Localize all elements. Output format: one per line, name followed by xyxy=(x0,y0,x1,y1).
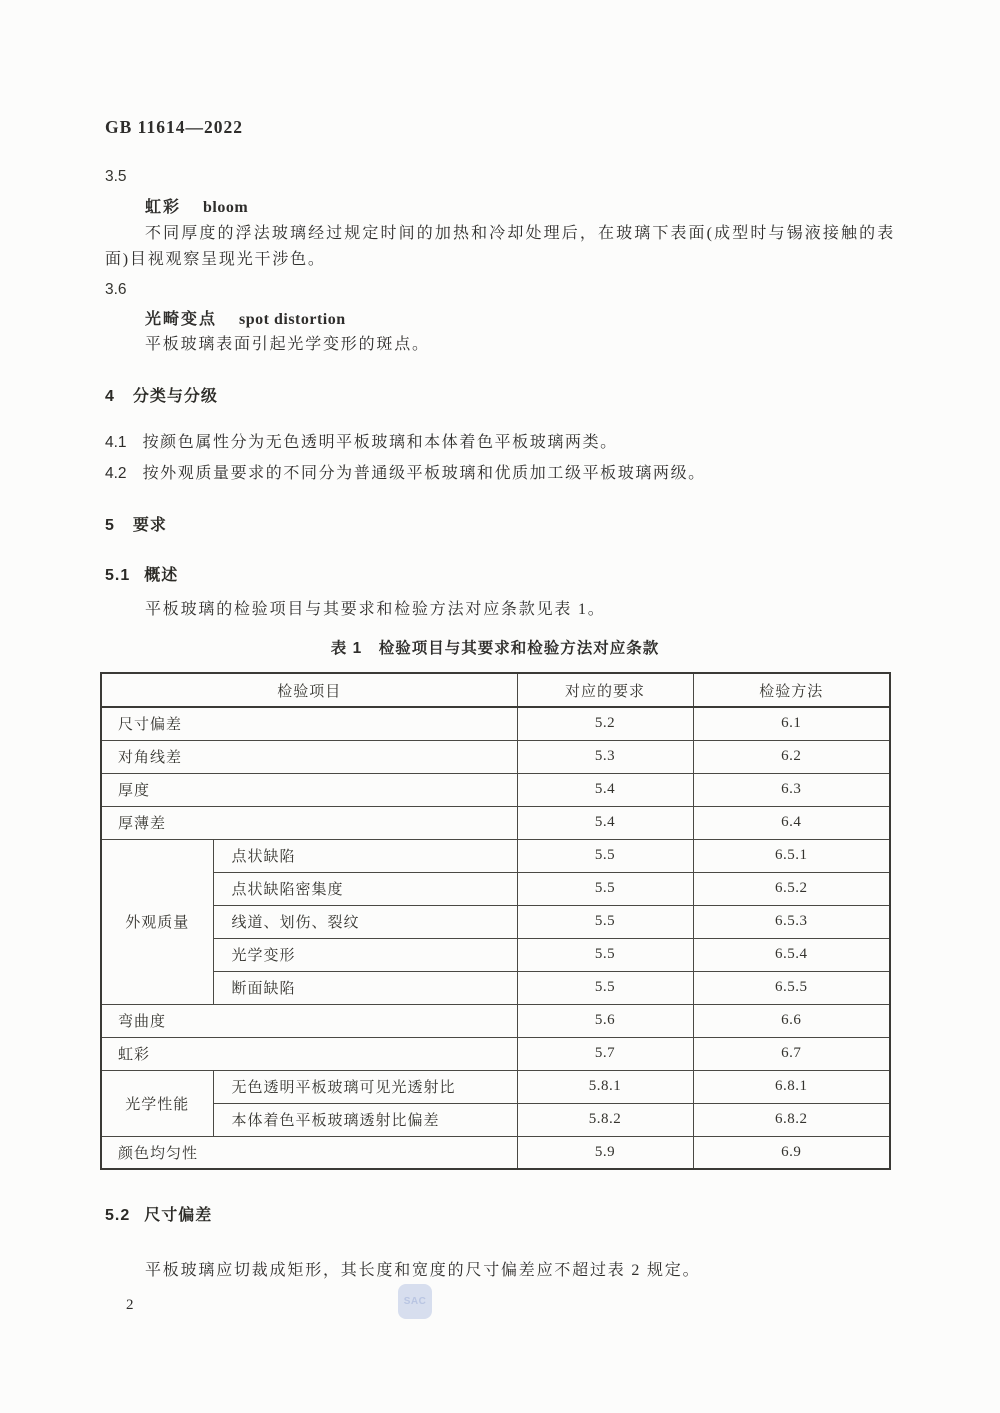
table-row xyxy=(101,938,890,971)
table-row xyxy=(101,872,890,905)
cell-item: 线道、划伤、裂纹 xyxy=(213,905,517,938)
clause-5-2-number: 5.2 xyxy=(105,1207,131,1224)
cell-requirement: 5.8.1 xyxy=(517,1070,693,1103)
table-row xyxy=(101,1004,890,1037)
clause-4-heading xyxy=(105,383,218,406)
cell-requirement: 5.5 xyxy=(517,971,693,1004)
cell-requirement: 5.5 xyxy=(517,872,693,905)
cell-item: 本体着色平板玻璃透射比偏差 xyxy=(213,1103,517,1136)
cell-item: 对角线差 xyxy=(101,740,517,773)
cell-method: 6.5.3 xyxy=(693,905,890,938)
cell-requirement: 5.5 xyxy=(517,938,693,971)
cell-requirement: 5.4 xyxy=(517,773,693,806)
clause-4-title: 分类与分级 xyxy=(132,388,218,405)
cell-requirement: 5.7 xyxy=(517,1037,693,1070)
table-row xyxy=(101,707,890,740)
table-row xyxy=(101,673,890,707)
clause-3-5-number: 3.5 xyxy=(105,168,127,185)
cell-item: 弯曲度 xyxy=(101,1004,517,1037)
clause-3-6-number: 3.6 xyxy=(105,281,127,298)
clause-4-2-number: 4.2 xyxy=(105,465,127,482)
page-number: 2 xyxy=(126,1297,134,1313)
cell-method: 6.4 xyxy=(693,806,890,839)
table-row xyxy=(101,740,890,773)
table-row xyxy=(101,1037,890,1070)
cell-item: 厚薄差 xyxy=(101,806,517,839)
cell-method: 6.5.2 xyxy=(693,872,890,905)
cell-method: 6.5.5 xyxy=(693,971,890,1004)
clause-4-1-text: 按颜色属性分为无色透明平板玻璃和本体着色平板玻璃两类。 xyxy=(142,434,618,451)
cell-method: 6.2 xyxy=(693,740,890,773)
cell-requirement: 5.3 xyxy=(517,740,693,773)
table-row xyxy=(101,905,890,938)
clause-5-title: 要求 xyxy=(132,517,167,534)
cell-method: 6.8.1 xyxy=(693,1070,890,1103)
cell-requirement: 5.5 xyxy=(517,839,693,872)
clause-5-2-title: 尺寸偏差 xyxy=(144,1207,213,1224)
clause-4-number: 4 xyxy=(105,388,115,405)
sac-watermark-badge: SAC xyxy=(398,1284,432,1319)
cell-requirement: 5.5 xyxy=(517,905,693,938)
cell-group-optical: 光学性能 xyxy=(101,1070,213,1136)
table-row xyxy=(101,806,890,839)
clause-5-number: 5 xyxy=(105,517,115,534)
cell-requirement: 5.2 xyxy=(517,707,693,740)
clause-4-2-text: 按外观质量要求的不同分为普通级平板玻璃和优质加工级平板玻璃两级。 xyxy=(142,465,706,482)
cell-item: 点状缺陷 xyxy=(213,839,517,872)
cell-method: 6.1 xyxy=(693,707,890,740)
clause-5-1-body: 平板玻璃的检验项目与其要求和检验方法对应条款见表 1。 xyxy=(145,601,606,618)
clause-5-1-heading xyxy=(105,562,178,585)
cell-item: 断面缺陷 xyxy=(213,971,517,1004)
cell-requirement: 5.8.2 xyxy=(517,1103,693,1136)
cell-requirement: 5.6 xyxy=(517,1004,693,1037)
clause-4-2 xyxy=(105,460,905,483)
term-3-6-en: spot distortion xyxy=(239,311,346,328)
table-1-caption: 表 1 检验项目与其要求和检验方法对应条款 xyxy=(330,640,660,657)
table-header-requirement: 对应的要求 xyxy=(517,673,693,707)
cell-group-appearance: 外观质量 xyxy=(101,839,213,1004)
cell-item: 虹彩 xyxy=(101,1037,517,1070)
term-3-6 xyxy=(145,306,346,329)
term-3-6-cn: 光畸变点 xyxy=(145,311,218,328)
clause-4-1 xyxy=(105,429,905,452)
cell-method: 6.7 xyxy=(693,1037,890,1070)
cell-method: 6.5.4 xyxy=(693,938,890,971)
clause-5-1-number: 5.1 xyxy=(105,567,131,584)
table-header-method: 检验方法 xyxy=(693,673,890,707)
term-3-5-cn: 虹彩 xyxy=(145,199,182,216)
cell-item: 尺寸偏差 xyxy=(101,707,517,740)
table-row xyxy=(101,773,890,806)
table-row xyxy=(101,1136,890,1169)
clause-5-heading xyxy=(105,512,167,535)
clause-3-5-definition: 不同厚度的浮法玻璃经过规定时间的加热和冷却处理后，在玻璃下表面(成型时与锡液接触的表面)目视观察呈现光干涉色。 xyxy=(105,225,895,268)
clause-5-2-body: 平板玻璃应切裁成矩形，其长度和宽度的尺寸偏差应不超过表 2 规定。 xyxy=(145,1262,701,1279)
table-row xyxy=(101,839,890,872)
standard-number-header: GB 11614—2022 xyxy=(105,117,243,137)
table-1 xyxy=(100,672,891,1170)
clause-4-1-number: 4.1 xyxy=(105,434,127,451)
cell-item: 光学变形 xyxy=(213,938,517,971)
cell-requirement: 5.9 xyxy=(517,1136,693,1169)
term-3-5-en: bloom xyxy=(203,199,249,216)
cell-method: 6.9 xyxy=(693,1136,890,1169)
cell-item: 厚度 xyxy=(101,773,517,806)
cell-item: 颜色均匀性 xyxy=(101,1136,517,1169)
clause-5-1-title: 概述 xyxy=(144,567,179,584)
cell-method: 6.3 xyxy=(693,773,890,806)
clause-3-6-definition: 平板玻璃表面引起光学变形的斑点。 xyxy=(145,336,430,353)
cell-method: 6.5.1 xyxy=(693,839,890,872)
table-row xyxy=(101,971,890,1004)
cell-item: 点状缺陷密集度 xyxy=(213,872,517,905)
cell-method: 6.6 xyxy=(693,1004,890,1037)
table-header-item: 检验项目 xyxy=(101,673,517,707)
term-3-5 xyxy=(145,194,248,217)
cell-requirement: 5.4 xyxy=(517,806,693,839)
cell-item: 无色透明平板玻璃可见光透射比 xyxy=(213,1070,517,1103)
cell-method: 6.8.2 xyxy=(693,1103,890,1136)
clause-5-2-heading xyxy=(105,1202,212,1225)
table-row xyxy=(101,1103,890,1136)
table-row xyxy=(101,1070,890,1103)
